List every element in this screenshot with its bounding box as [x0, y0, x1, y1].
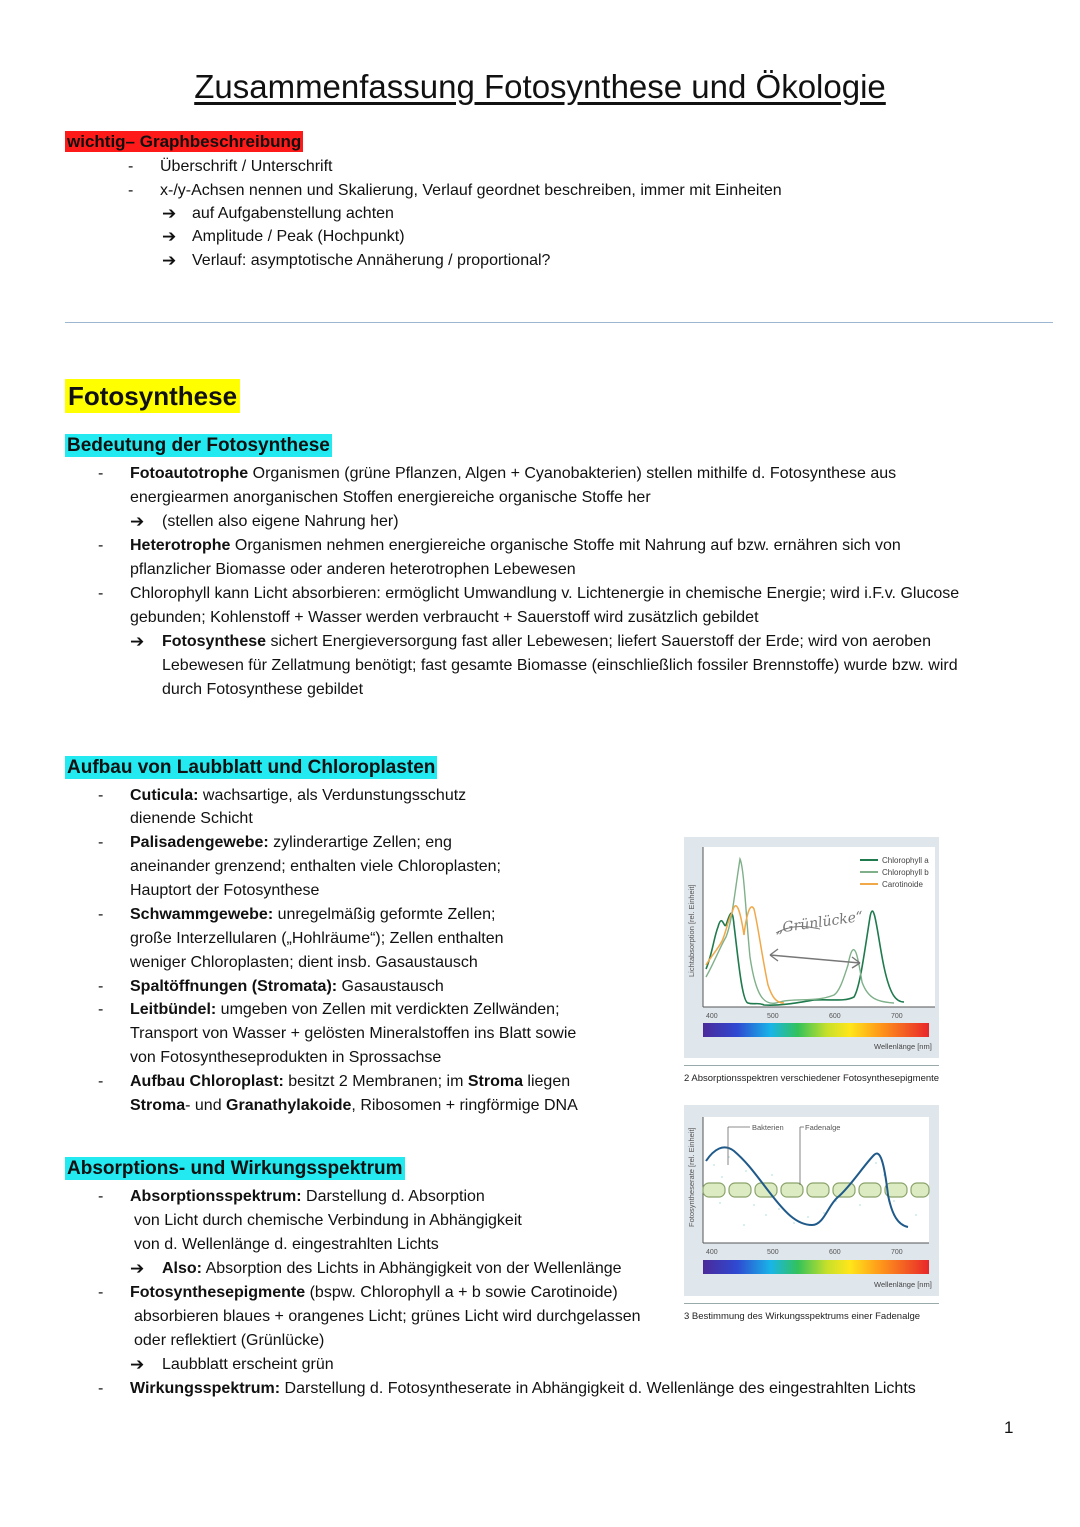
aufbau-cuticula-cont: dienende Schicht: [130, 810, 253, 827]
aufbau-leit-cont: von Fotosyntheseprodukten in Sprossachse: [130, 1049, 442, 1066]
aufbau-palisaden: Palisadengewebe: zylinderartige Zellen; eng: [130, 834, 452, 851]
page-number: 1: [1004, 1418, 1014, 1437]
bullet-dash: -: [98, 465, 104, 482]
graph-item: Überschrift / Unterschrift: [160, 158, 333, 175]
aufbau-palisaden-cont: Hauptort der Fotosynthese: [130, 882, 320, 899]
bedeutung-item-3-arrow: Fotosynthese sichert Energieversorgung fast aller Lebewesen; liefert Sauerstoff der Erde; wird von aeroben: [162, 633, 931, 650]
aufbau-spalt: Spaltöffnungen (Stromata): Gasaustausch: [130, 978, 444, 995]
arrow-icon: ➔: [130, 1355, 145, 1374]
pigmente-arrow: Laubblatt erscheint grün: [162, 1356, 334, 1373]
tick-500: 500: [767, 1249, 779, 1256]
absorption-spektrum: Absorptionsspektrum: Darstellung d. Absorption: [130, 1188, 485, 1205]
bullet-dash: -: [98, 787, 104, 804]
legend-chlorophyll-b: Chlorophyll b: [882, 868, 929, 877]
aufbau-leit: Leitbündel: umgeben von Zellen mit verdickten Zellwänden;: [130, 1001, 560, 1018]
figure-absorption-spectrum: [684, 837, 939, 1058]
y-axis-label: Lichtabsorption [rel. Einheit]: [687, 884, 696, 977]
aufbau-leit-cont: Transport von Wasser + gelösten Mineralstoffen ins Blatt sowie: [130, 1025, 577, 1042]
bullet-dash: -: [128, 182, 134, 199]
aufbau-palisaden-cont: aneinander grenzend; enthalten viele Chloroplasten;: [130, 858, 501, 875]
bedeutung-item-2: Heterotrophe Organismen nehmen energiereiche organische Stoffe mit Nahrung auf bzw. ernähren sich von: [130, 537, 901, 554]
main-heading: Fotosynthese: [65, 381, 240, 412]
figure-3-caption: 3 Bestimmung des Wirkungsspektrums einer Fadenalge: [684, 1311, 921, 1322]
bedeutung-item-1-arrow: (stellen also eigene Nahrung her): [162, 513, 399, 530]
tick-500: 500: [767, 1013, 779, 1020]
figure-action-spectrum: [684, 1105, 939, 1296]
arrow-icon: ➔: [162, 227, 177, 246]
tick-400: 400: [706, 1249, 718, 1256]
bullet-dash: -: [98, 1380, 104, 1397]
aufbau-cuticula: Cuticula: wachsartige, als Verdunstungsschutz: [130, 787, 467, 804]
graph-heading: wichtig– Graphbeschreibung: [67, 132, 302, 151]
tick-700: 700: [891, 1249, 903, 1256]
spectrum-bar: [703, 1260, 929, 1274]
bullet-dash: -: [98, 834, 104, 851]
bullet-dash: -: [98, 585, 104, 602]
x-axis-label: Wellenlänge [nm]: [874, 1042, 932, 1051]
figure-2-caption: 2 Absorptionsspektren verschiedener Fotosynthesepigmente: [684, 1073, 940, 1084]
bullet-dash: -: [98, 1188, 104, 1205]
bedeutung-item-3: Chlorophyll kann Licht absorbieren: ermöglicht Umwandlung v. Lichtenergie in chemische Energie; wird i.F.v. Glucose: [130, 585, 960, 602]
absorption-arrow: Also: Absorption des Lichts in Abhängigkeit von der Wellenlänge: [162, 1260, 622, 1277]
bullet-dash: -: [98, 906, 104, 923]
section-divider: [65, 322, 1053, 323]
aufbau-chloroplast: Aufbau Chloroplast: besitzt 2 Membranen; im Stroma liegen: [130, 1073, 571, 1090]
bullet-dash: -: [128, 158, 134, 175]
absorption-spektrum-cont: von Licht durch chemische Verbindung in Abhängigkeit: [134, 1212, 522, 1229]
arrow-icon: ➔: [130, 1259, 145, 1278]
aufbau-chloroplast-cont: Stroma- und Granathylakoide, Ribosomen + ringförmige DNA: [130, 1097, 578, 1114]
pigmente-cont: oder reflektiert (Grünlücke): [134, 1332, 325, 1349]
x-axis-label: Wellenlänge [nm]: [874, 1280, 932, 1289]
bedeutung-item-1-cont: energiearmen anorganischen Stoffen energiereiche organische Stoffe her: [130, 489, 651, 506]
bedeutung-item-3-arrow-cont: Lebewesen für Zellatmung benötigt; fast gesamte Biomasse (einschließlich fossiler Brennstoffe) wurde bzw. wird: [162, 657, 958, 674]
tick-600: 600: [829, 1013, 841, 1020]
caption-rule: [684, 1303, 939, 1304]
aufbau-schwamm-cont: weniger Chloroplasten; dient insb. Gasaustausch: [130, 954, 478, 971]
graph-arrow-item: Verlauf: asymptotische Annäherung / proportional?: [192, 252, 551, 269]
bedeutung-item-3-cont: gebunden; Kohlenstoff + Wasser werden verbraucht + Sauerstoff wird zusätzlich gebildet: [130, 609, 759, 626]
page-title: Zusammenfassung Fotosynthese und Ökologie: [194, 68, 886, 105]
pigmente-cont: absorbieren blaues + orangenes Licht; grünes Licht wird durchgelassen: [134, 1308, 641, 1325]
bullet-dash: -: [98, 1284, 104, 1301]
fadenalge-cells: [703, 1183, 929, 1197]
bullet-dash: -: [98, 978, 104, 995]
graph-item: x-/y-Achsen nennen und Skalierung, Verlauf geordnet beschreiben, immer mit Einheiten: [160, 182, 782, 199]
bullet-dash: -: [98, 1073, 104, 1090]
bedeutung-item-1: Fotoautotrophe Organismen (grüne Pflanzen, Algen + Cyanobakterien) stellen mithilfe d. Fotosynthese aus: [130, 465, 897, 482]
arrow-icon: ➔: [162, 251, 177, 270]
absorption-heading: Absorptions- und Wirkungsspektrum: [67, 1158, 403, 1179]
absorption-chart: [684, 837, 939, 1058]
absorption-spektrum-cont: von d. Wellenlänge d. eingestrahlten Lichts: [134, 1236, 439, 1253]
legend-carotinoide: Carotinoide: [882, 880, 923, 889]
tick-600: 600: [829, 1249, 841, 1256]
label-fadenalge: Fadenalge: [805, 1123, 841, 1132]
aufbau-schwamm: Schwammgewebe: unregelmäßig geformte Zellen;: [130, 906, 496, 923]
bedeutung-heading: Bedeutung der Fotosynthese: [67, 435, 330, 456]
aufbau-schwamm-cont: große Interzellularen („Hohlräume“); Zellen enthalten: [130, 930, 504, 947]
bedeutung-item-3-arrow-cont: durch Fotosynthese gebildet: [162, 681, 364, 698]
bullet-dash: -: [98, 537, 104, 554]
arrow-icon: ➔: [130, 512, 145, 531]
gruenluecke-annotation: „Grünlücke“: [774, 908, 865, 937]
y-axis-label: Fotosyntheserate [rel. Einheit]: [687, 1127, 696, 1227]
graph-arrow-item: auf Aufgabenstellung achten: [192, 205, 394, 222]
bullet-dash: -: [98, 1001, 104, 1018]
arrow-icon: ➔: [162, 204, 177, 223]
caption-rule: [684, 1065, 939, 1066]
label-bakterien: Bakterien: [752, 1123, 784, 1132]
bedeutung-item-2-cont: pflanzlicher Biomasse oder anderen heterotrophen Lebewesen: [130, 561, 576, 578]
action-chart: [684, 1105, 939, 1296]
wirkungsspektrum: Wirkungsspektrum: Darstellung d. Fotosyntheserate in Abhängigkeit d. Wellenlänge des eingestrahlten Lichts: [130, 1380, 916, 1397]
graph-arrow-item: Amplitude / Peak (Hochpunkt): [192, 228, 405, 245]
tick-400: 400: [706, 1013, 718, 1020]
pigmente: Fotosynthesepigmente (bspw. Chlorophyll a + b sowie Carotinoide): [130, 1284, 618, 1301]
spectrum-bar: [703, 1023, 929, 1037]
aufbau-heading: Aufbau von Laubblatt und Chloroplasten: [67, 757, 436, 778]
legend-chlorophyll-a: Chlorophyll a: [882, 856, 929, 865]
arrow-icon: ➔: [130, 632, 145, 651]
tick-700: 700: [891, 1013, 903, 1020]
